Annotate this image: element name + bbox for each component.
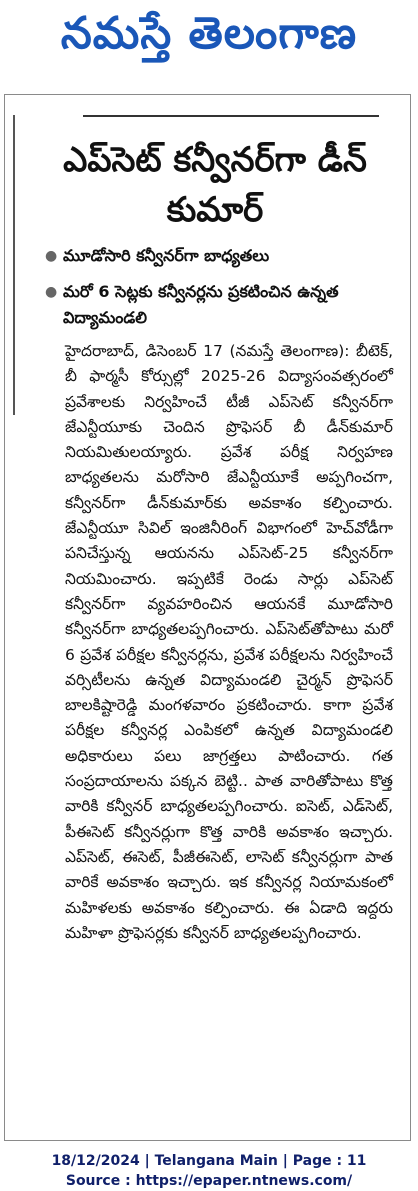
article-body: హైదరాబాద్, డిసెంబర్ 17 (నమస్తే తెలంగాణ): బీటెక్, బీ ఫార్మసీ కోర్సుల్లో 2025-26 విద్యాసంవత్సరంలో ప్రవేశాలకు నిర్వహించే టీజీ ఎప్‌సెట్ కన్వీనర్‌గా జేఎన్టీయూకు చెందిన ప్రొఫెసర్ బీ డీన్‌కుమార్ నియమితులయ్యారు. ప్రవేశ పరీక్ష నిర్వహణ బాధ్యతలను మరోసారి జేఎన్టీయూకే అప్పగించగా, కన్వీనర్‌గా డీన్‌కుమార్‌కు అవకాశం కల్పించారు. జేఎన్టీయూ సివిల్ ఇంజినీరింగ్ విభాగంలో హెచ్‌వోడీగా పనిచేస్తున్న ఆయనను ఎప్‌సెట్-25 కన్వీనర్‌గా నియమించారు. ఇప్పటికే రెండు సార్లు ఎప్‌సెట్ కన్వీనర్‌గా వ్యవహరించిన ఆయనకే మూడోసారి కన్వీనర్‌గా బాధ్యతలప్పగించారు. ఎప్‌సెట్‌తోపాటు మరో 6 ప్రవేశ పరీక్షల కన్వీనర్లను, ప్రవేశ పరీక్షలను నిర్వహించే వర్సిటీలను ఉన్నత విద్యామండలి చైర్మన్ ప్రొఫెసర్ బాలకిష్టారెడ్డి మంగళవారం ప్రకటించారు. కాగా ప్రవేశ పరీక్షల కన్వీనర్ల ఎంపికలో ఉన్నత విద్యామండలి అధికారులు పలు జాగ్రత్తలు పాటించారు. గత సంప్రదాయాలను పక్కన బెట్టి.. పాత వారితోపాటు కొత్త వారికి కన్వీనర్ బాధ్యతలప్పగించారు. ఐసెట్, ఎడ్‌సెట్, పీఈసెట్ కన్వీనర్లుగా కొత్త వారికి అవకాశం ఇచ్చారు. ఎప్‌సెట్, ఈసెట్, పీజీఈసెట్, లాసెట్ కన్వీనర్లుగా పాత వారికే అవకాశం ఇచ్చారు. ఇక కన్వీనర్ల నియామకంలో మహిళలకు అవకాశం కల్పించారు. ఈ ఏడాది ఇద్దరు మహిళా ప్రొఫెసర్లకు కన్వీనర్ బాధ్యతలప్పగించారు. (65, 342, 393, 942)
article-headline: ఎప్‌సెట్ కన్వీనర్‌గా డీన్ కుమార్ (63, 140, 367, 230)
bullet-icon: ● (45, 284, 58, 300)
footer-date-edition: 18/12/2024 | Telangana Main | Page : 11 (51, 1153, 367, 1169)
masthead (0, 0, 418, 78)
subheading-text: మూడోసారి కన్వీనర్‌గా బాధ్యతలు (63, 246, 270, 265)
footer-source-link[interactable]: Source : https://epaper.ntnews.com/ (65, 1173, 353, 1189)
bullet-icon: ● (45, 248, 58, 264)
news-clipping (4, 94, 411, 1141)
headline-rule (83, 115, 379, 117)
subheading-text: మరో 6 సెట్లకు కన్వీనర్లను ప్రకటించిన ఉన్నత విద్యామండలి (63, 282, 339, 327)
subheading-bullet (45, 243, 395, 269)
column-rule (13, 115, 15, 415)
subheading-bullet (45, 279, 395, 331)
masthead-title: నమస్తే తెలంగాణ (60, 8, 358, 59)
